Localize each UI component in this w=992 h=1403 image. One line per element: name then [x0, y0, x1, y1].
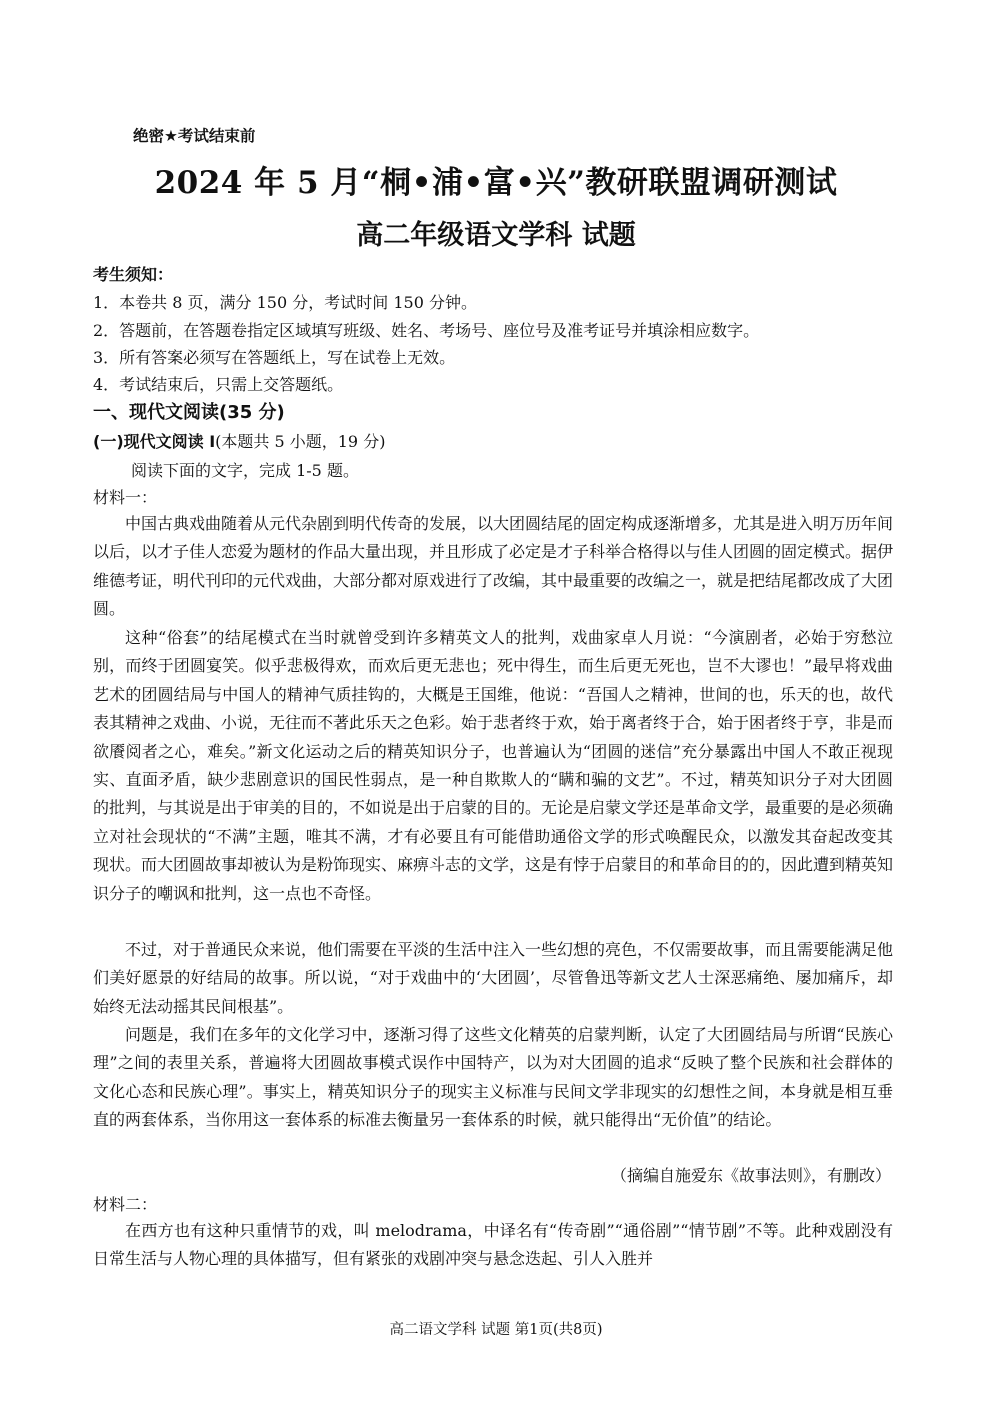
notice-item: 2．答题前，在答题卷指定区域填写班级、姓名、考场号、座位号及准考证号并填涂相应数字。 — [93, 321, 760, 340]
notice-item: 3．所有答案必须写在答题纸上，写在试卷上无效。 — [93, 348, 456, 367]
subsection-heading — [93, 429, 385, 452]
page-footer: 高二语文学科 试题 第1页(共8页) — [389, 1322, 603, 1338]
notice-item: 1．本卷共 8 页，满分 150 分，考试时间 150 分钟。 — [93, 293, 477, 312]
exam-subtitle: 高二年级语文学科 试题 — [356, 220, 636, 251]
subsection-title: (一)现代文阅读 I — [93, 432, 216, 451]
material-one-label: 材料一： — [93, 488, 158, 507]
notice-heading: 考生须知： — [93, 265, 174, 284]
material-one-source: （摘编自施爱东《故事法则》，有删改） — [610, 1166, 891, 1185]
subsection-note: (本题共 5 小题，19 分) — [215, 432, 386, 451]
exam-title: 2024 年 5 月“桐•浦•富•兴”教研联盟调研测试 — [154, 165, 838, 201]
section-heading: 一、现代文阅读(35 分) — [93, 402, 285, 423]
material-two-paragraph: 在西方也有这种只重情节的戏，叫 melodrama，中译名有“传奇剧”“通俗剧”“情节剧”不等。此种戏剧没有日常生活与人物心理的具体描写，但有紧张的戏剧冲突与悬念迭起、引人入胜并 — [93, 1221, 893, 1269]
material-one-paragraph: 问题是，我们在多年的文化学习中，逐渐习得了这些文化精英的启蒙判断，认定了大团圆结局与所谓“民族心理”之间的表里关系，普遍将大团圆故事模式误作中国特产，以为对大团圆的追求“反映了整个民族和社会群体的文化心态和民族心理”。事实上，精英知识分子的现实主义标准与民间文学非现实的幻想性之间，本身就是相互垂直的两套体系，当你用这一套体系的标准去衡量另一套体系的时候，就只能得出“无价值”的结论。 — [93, 1025, 893, 1130]
material-one-paragraph: 这种“俗套”的结尾模式在当时就曾受到许多精英文人的批判，戏曲家卓人月说：“今演剧者，必始于穷愁泣别，而终于团圆宴笑。似乎悲极得欢，而欢后更无悲也；死中得生，而生后更无死也，岂不大谬也！”最早将戏曲艺术的团圆结局与中国人的精神气质挂钩的，大概是王国维，他说：“吾国人之精神，世间的也，乐天的也，故代表其精神之戏曲、小说，无往而不著此乐天之色彩。始于悲者终于欢，始于离者终于合，始于困者终于亨，非是而欲餍阅者之心，难矣。”新文化运动之后的精英知识分子，也普遍认为“团圆的迷信”充分暴露出中国人不敢正视现实、直面矛盾，缺少悲剧意识的国民性弱点，是一种自欺欺人的“瞒和骗的文艺”。不过，精英知识分子对大团圆的批判，与其说是出于审美的目的，不如说是出于启蒙的目的。无论是启蒙文学还是革命文学，最重要的是必须确立对社会现状的“不满”主题，唯其不满，才有必要且有可能借助通俗文学的形式唤醒民众，以激发其奋起改变其现状。而大团圆故事却被认为是粉饰现实、麻痹斗志的文学，这是有悖于启蒙目的和革命目的的，因此遭到精英知识分子的嘲讽和批判，这一点也不奇怪。 — [93, 628, 894, 903]
material-one-paragraph: 中国古典戏曲随着从元代杂剧到明代传奇的发展，以大团圆结尾的固定构成逐渐增多，尤其是进入明万历年间以后，以才子佳人恋爱为题材的作品大量出现，并且形成了必定是才子科举合格得以与佳人团圆的固定模式。据伊维德考证，明代刊印的元代戏曲，大部分都对原戏进行了改编，其中最重要的改编之一，就是把结尾都改成了大团圆。 — [93, 514, 894, 619]
material-one-paragraph: 不过，对于普通民众来说，他们需要在平淡的生活中注入一些幻想的亮色，不仅需要故事，而且需要能满足他们美好愿景的好结局的故事。所以说，“对于戏曲中的‘大团圆’，尽管鲁迅等新文艺人士深恶痛绝、屡加痛斥，却始终无法动摇其民间根基”。 — [93, 940, 894, 1016]
reading-instruction: 阅读下面的文字，完成 1-5 题。 — [131, 461, 359, 480]
notice-item: 4．考试结束后，只需上交答题纸。 — [93, 375, 344, 394]
material-two-label: 材料二： — [93, 1195, 158, 1214]
confidential-label: 绝密★考试结束前 — [133, 127, 256, 145]
